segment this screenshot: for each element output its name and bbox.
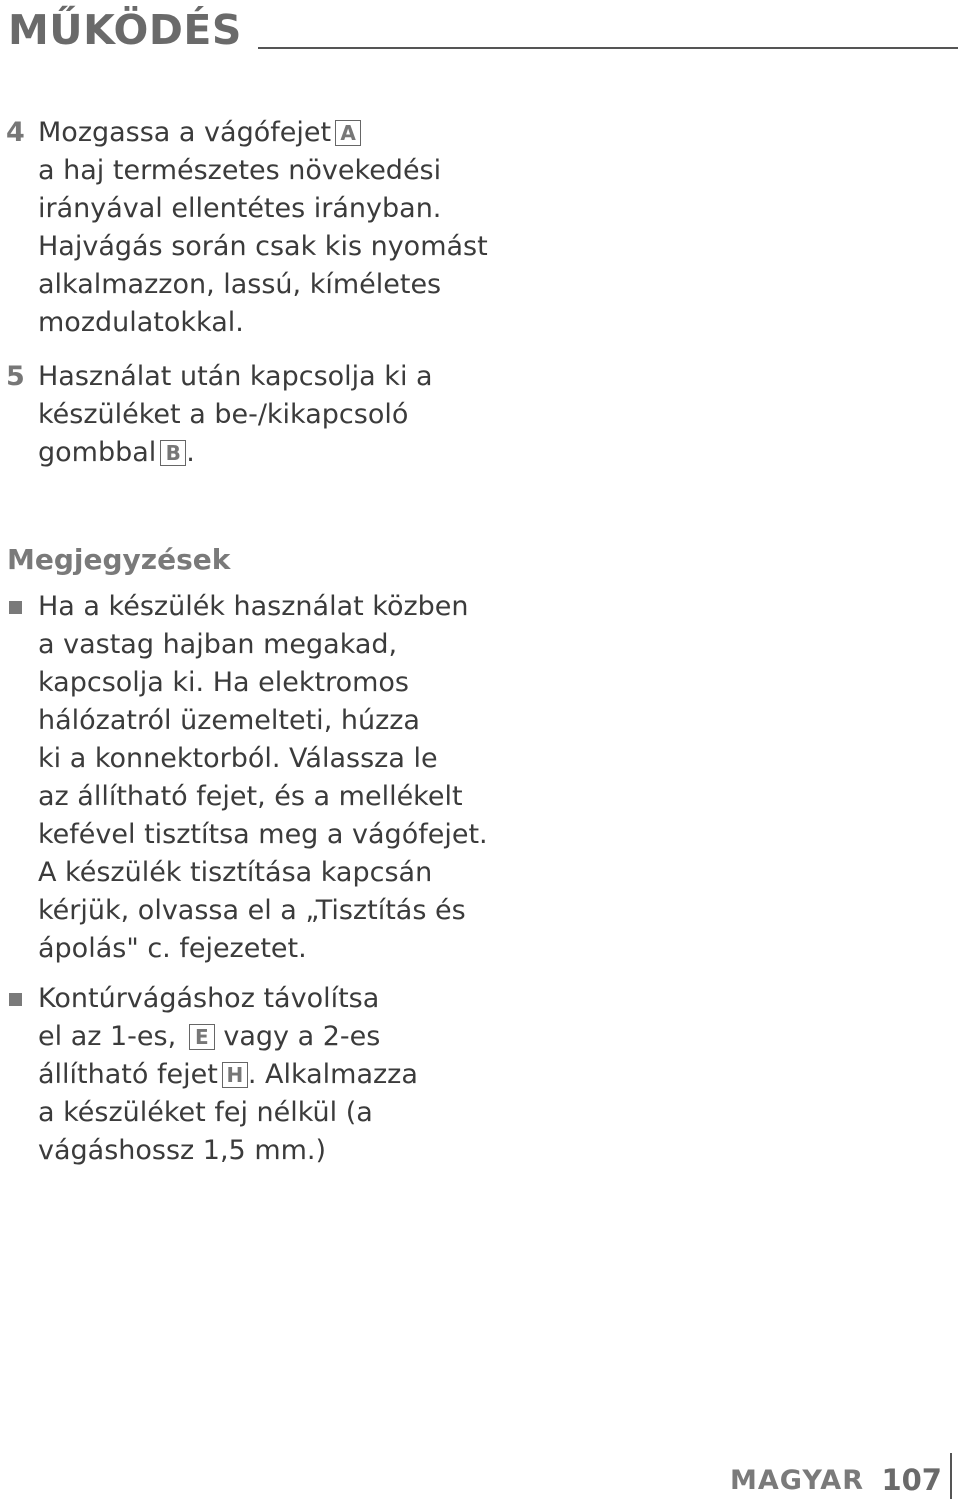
note-line: Kontúrvágáshoz távolítsa: [38, 983, 380, 1014]
note-line: ki a konnektorból. Válassza le: [38, 743, 438, 774]
square-bullet-icon: [9, 601, 22, 614]
step-line: alkalmazzon, lassú, kíméletes: [38, 269, 442, 300]
note-item: [0, 980, 520, 1170]
footer-language: MAGYAR: [730, 1465, 864, 1496]
part-ref-h: H: [222, 1062, 248, 1088]
note-item: [0, 588, 520, 968]
step-line: mozdulatokkal.: [38, 307, 244, 338]
note-line: ápolás" c. fejezetet.: [38, 933, 307, 964]
note-line: az állítható fejet, és a mellékelt: [38, 781, 463, 812]
step-line: irányával ellentétes irányban.: [38, 193, 442, 224]
step-line: Mozgassa a vágófejet A: [38, 114, 520, 152]
section-title: MŰKÖDÉS: [8, 6, 242, 54]
page-header: [8, 4, 958, 56]
step-line: készüléket a be-/kikapcsoló: [38, 399, 409, 430]
note-line: hálózatról üzemelteti, húzza: [38, 705, 420, 736]
header-rule: [258, 47, 958, 49]
step-number: 5: [6, 361, 25, 392]
page-number: 107: [881, 1463, 942, 1497]
note-line: a készüléket fej nélkül (a: [38, 1097, 373, 1128]
note-line: kérjük, olvassa el a „Tisztítás és: [38, 895, 466, 926]
step-number: 4: [6, 117, 25, 148]
page-footer: [692, 1453, 952, 1499]
step-line: a haj természetes növekedési: [38, 155, 442, 186]
square-bullet-icon: [9, 993, 22, 1006]
note-line: állítható fejet H . Alkalmazza: [38, 1059, 418, 1090]
note-line: kefével tisztítsa meg a vágófejet.: [38, 819, 488, 850]
step-line: Hajvágás során csak kis nyomást: [38, 231, 488, 262]
note-line: el az 1-es, E vagy a 2-es: [38, 1021, 381, 1052]
step-line: gombbal B .: [38, 437, 195, 468]
footer-rule: [950, 1453, 952, 1499]
note-line: vágáshossz 1,5 mm.): [38, 1135, 327, 1166]
part-ref-a: A: [335, 120, 361, 146]
step-line: Használat után kapcsolja ki a: [38, 361, 433, 392]
notes-heading: Megjegyzések: [7, 543, 231, 576]
page-content: [0, 114, 520, 1170]
step-5: [0, 358, 520, 472]
part-ref-b: B: [160, 440, 186, 466]
step-4: [0, 114, 520, 342]
note-line: kapcsolja ki. Ha elektromos: [38, 667, 409, 698]
note-line: a vastag hajban megakad,: [38, 629, 398, 660]
part-ref-e: E: [189, 1024, 215, 1050]
note-line: A készülék tisztítása kapcsán: [38, 857, 433, 888]
note-line: Ha a készülék használat közben: [38, 591, 469, 622]
